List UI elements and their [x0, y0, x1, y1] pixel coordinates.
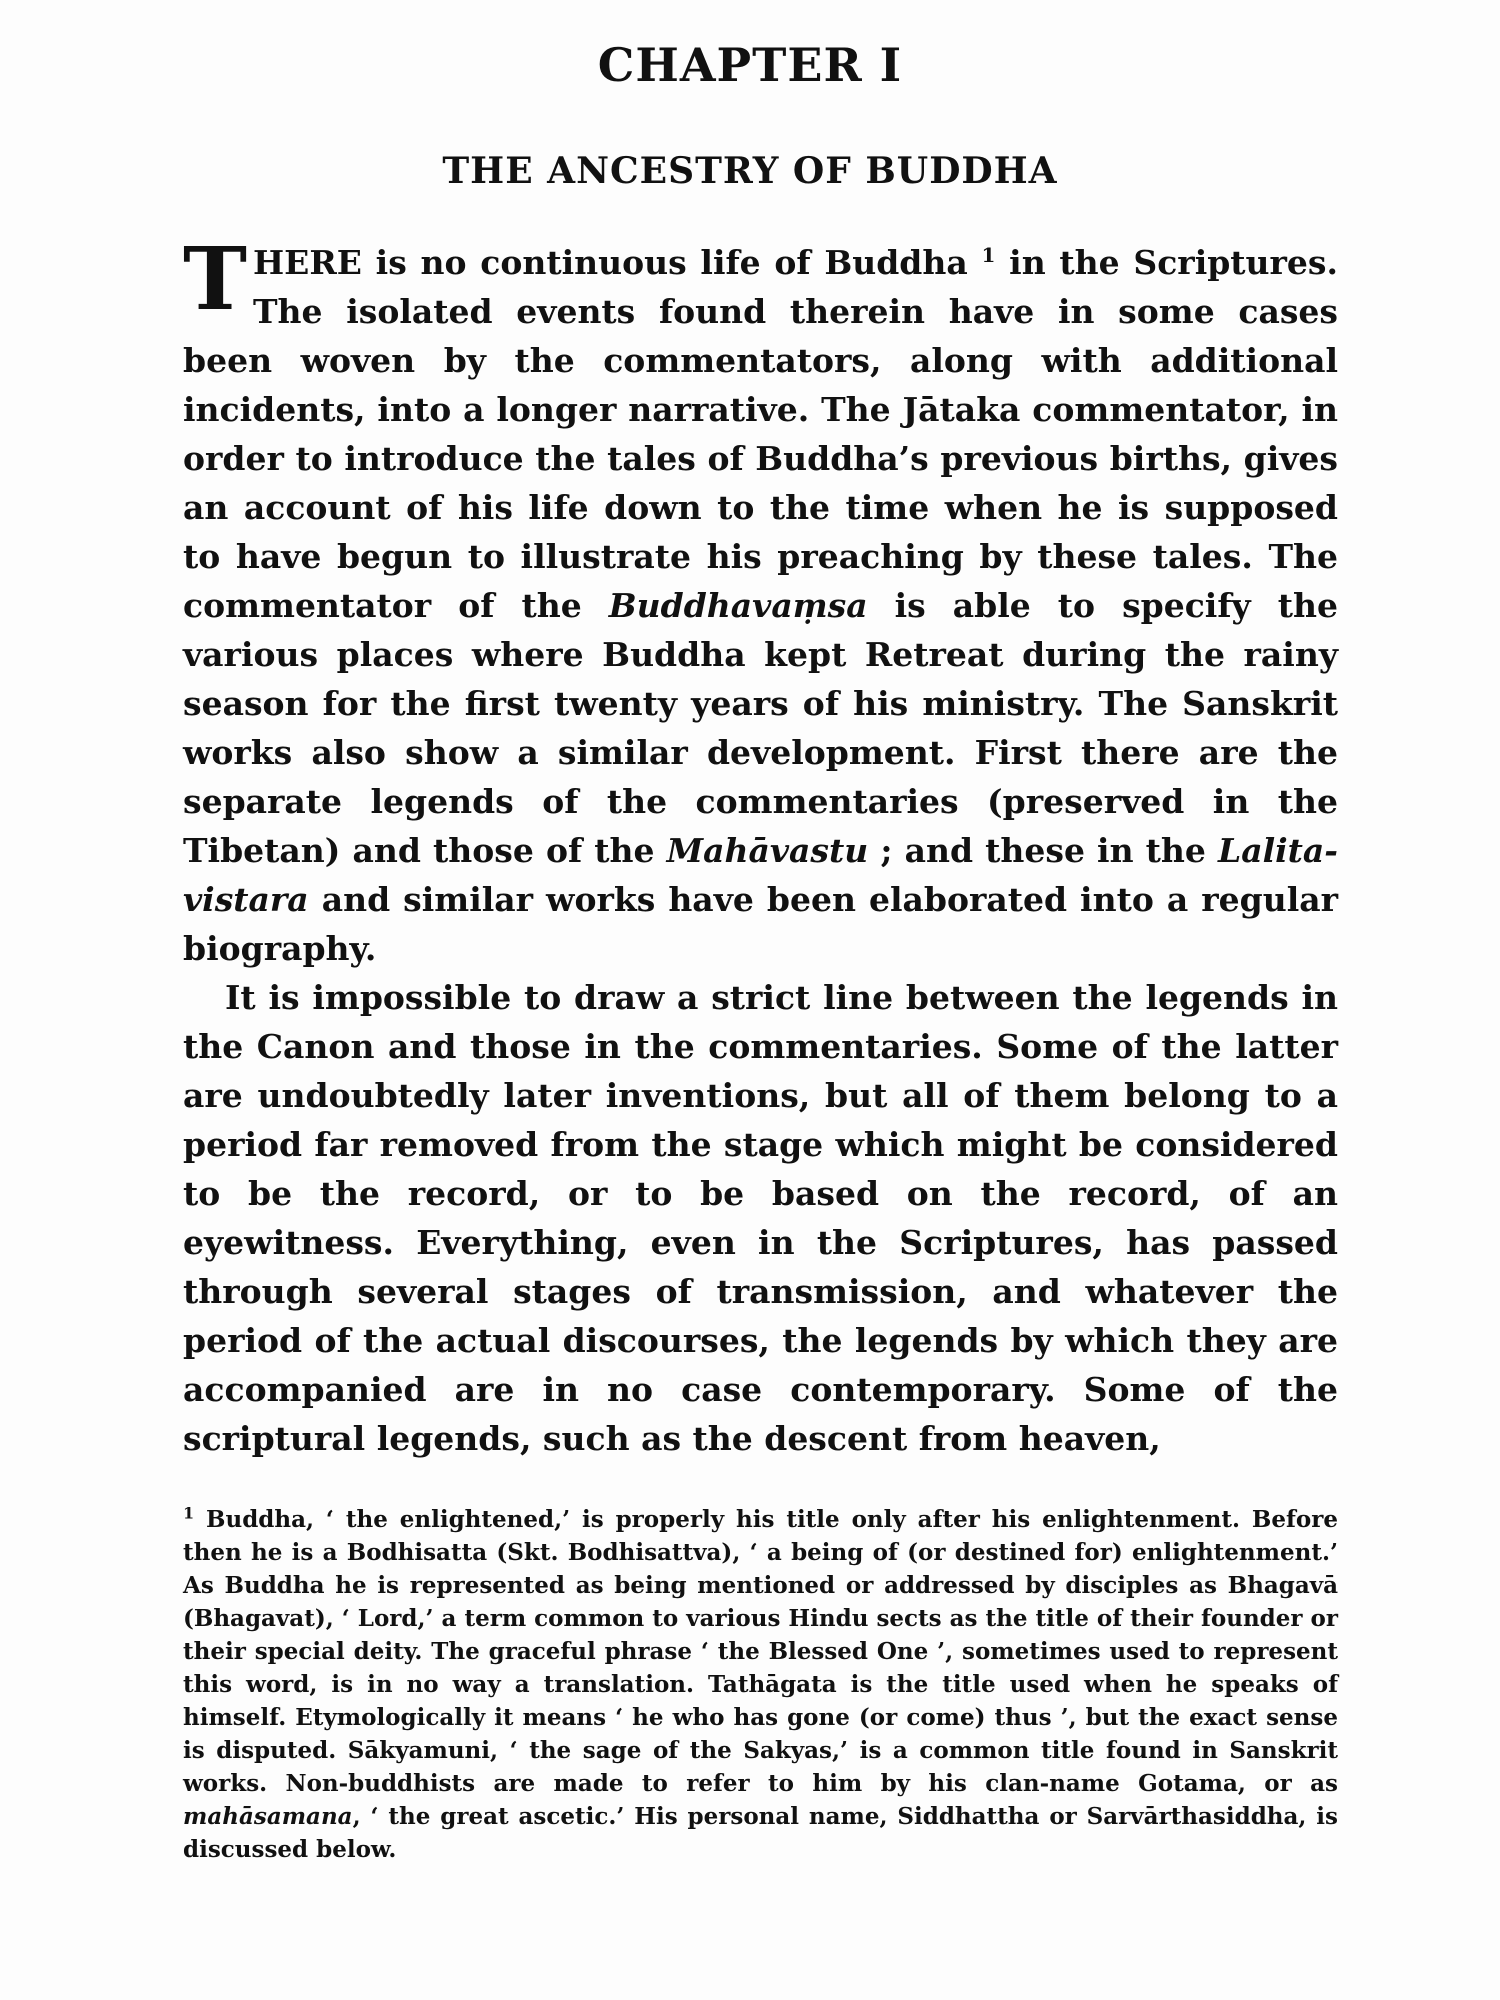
paragraph-1 [183, 229, 1338, 973]
title-buddhavamsa: Buddhavaṃsa [608, 586, 868, 625]
paragraph-1-text-e: and similar works have been elaborated into a regular biography. [183, 880, 1338, 968]
paragraph-1-text-c: is able to specify the various places where Buddha kept Retreat during the rainy season for the first twenty years of his ministry. The Sanskrit works also show a similar development. First there are the separate legends of the commentaries (preserved in the Tibetan) and those of the [183, 586, 1338, 870]
footnote-reference: 1 [981, 243, 996, 267]
footnote-text-b: , ‘ the great ascetic.’ His personal name, Siddhattha or Sarvārthasiddha, is discussed below. [183, 1803, 1338, 1863]
chapter-label: CHAPTER I [597, 38, 903, 92]
footnote-mark: 1 [183, 1503, 195, 1523]
paragraph-1-text-a: is no continuous life of Buddha [361, 243, 982, 282]
footnote-text-a: Buddha, ‘ the enlightened,’ is properly his title only after his enlightenment. Before then he is a Bodhisatta (Skt. Bodhisattva), ‘ a being of (or destined for) enlightenment.’ As Buddha he is represented as being mentioned or addressed by disciples as Bhagavā (Bhagavat), ‘ Lord,’ a term common to various Hindu sects as the title of their founder or their special deity. The graceful phrase ‘ the Blessed One ’, sometimes used to represent this word, is in no way a translation. Tathāgata is the title used when he speaks of himself. Etymologically it means ‘ he who has gone (or come) thus ’, but the exact sense is disputed. Sākyamuni, ‘ the sage of the Sakyas,’ is a common title found in Sanskrit works. Non-buddhists are made to refer to him by his clan-name Gotama, or as [183, 1506, 1338, 1797]
chapter-title: THE ANCESTRY OF BUDDHA [442, 150, 1058, 192]
title-lalita-vistara: Lalita-vistara [183, 831, 1338, 919]
title-mahavastu: Mahāvastu [666, 831, 869, 870]
term-mahasamana: mahāsamana [183, 1803, 353, 1830]
footnote-1 [183, 1503, 1338, 1866]
paragraph-2: It is impossible to draw a strict line between the legends in the Canon and those in the commentaries. Some of the latter are undoubtedly later inventions, but all of them belong to a period far removed from the stage which might be considered to be the record, or to be based on the record, of an eyewitness. Everything, even in the Scriptures, has passed through several stages of transmission, and whatever the period of the actual discourses, the legends by which they are accompanied are in no case contemporary. Some of the scriptural legends, such as the descent from heaven, [183, 978, 1338, 1458]
footnotes [183, 1503, 1338, 1866]
body-text [183, 229, 1338, 1463]
paragraph-1-text-b: in the Scriptures. The isolated events found therein have in some cases been woven by the commentators, along with additional incidents, into a longer narrative. The Jātaka commentator, in order to introduce the tales of Buddha’s previous births, gives an account of his life down to the time when he is supposed to have begun to illustrate his preaching by these tales. The commentator of the [183, 243, 1338, 625]
lead-word: HERE [253, 243, 362, 282]
paragraph-1-text-d: ; and these in the [868, 831, 1219, 870]
drop-cap: T [183, 229, 247, 330]
